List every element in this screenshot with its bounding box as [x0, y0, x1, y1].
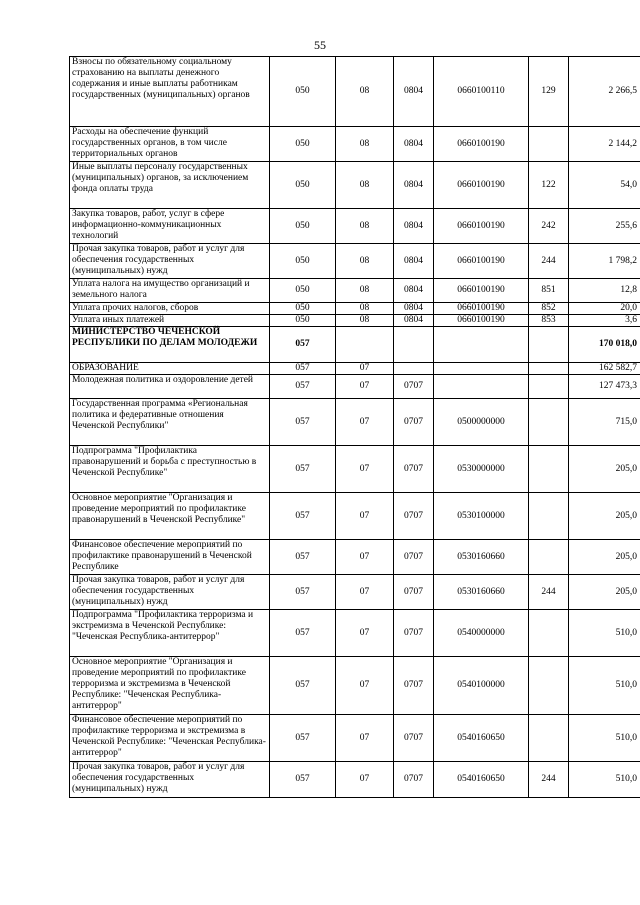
row-expense-type-code	[529, 327, 569, 363]
row-expense-type-code	[529, 446, 569, 493]
row-target-code	[434, 327, 529, 363]
row-amount: 2 266,5	[569, 57, 640, 127]
table-row	[70, 493, 640, 540]
row-amount: 2 144,2	[569, 127, 640, 162]
table-row	[70, 399, 640, 446]
row-subsection-code: 0804	[394, 162, 434, 209]
row-subsection-code: 0707	[394, 715, 434, 762]
row-name: Прочая закупка товаров, работ и услуг для обеспечения государственных (муниципальных) нужд	[70, 575, 270, 610]
row-ministry-code: 050	[270, 162, 336, 209]
row-subsection-code: 0707	[394, 493, 434, 540]
row-name: Уплата налога на имущество организаций и земельного налога	[70, 279, 270, 303]
row-amount: 12,8	[569, 279, 640, 303]
row-amount: 510,0	[569, 657, 640, 715]
row-section-code: 08	[336, 209, 394, 244]
table-row	[70, 540, 640, 575]
row-ministry-code: 057	[270, 399, 336, 446]
row-target-code: 0660100110	[434, 57, 529, 127]
row-ministry-code: 057	[270, 762, 336, 798]
row-expense-type-code	[529, 715, 569, 762]
row-expense-type-code	[529, 127, 569, 162]
row-ministry-code: 057	[270, 375, 336, 399]
row-section-code: 08	[336, 127, 394, 162]
row-name: Государственная программа «Региональная политика и федеративные отношения Чеченской Республики"	[70, 399, 270, 446]
row-expense-type-code	[529, 375, 569, 399]
row-target-code: 0540000000	[434, 610, 529, 657]
row-target-code: 0540160650	[434, 715, 529, 762]
row-subsection-code: 0707	[394, 762, 434, 798]
table-row	[70, 315, 640, 327]
row-amount: 3,6	[569, 315, 640, 327]
row-subsection-code: 0707	[394, 399, 434, 446]
row-subsection-code: 0707	[394, 657, 434, 715]
table-row	[70, 657, 640, 715]
row-section-code: 08	[336, 57, 394, 127]
row-expense-type-code: 853	[529, 315, 569, 327]
table-row	[70, 762, 640, 798]
row-subsection-code: 0707	[394, 446, 434, 493]
row-expense-type-code	[529, 363, 569, 375]
row-ministry-code: 050	[270, 127, 336, 162]
row-section-code: 08	[336, 244, 394, 279]
row-section-code: 07	[336, 446, 394, 493]
row-subsection-code: 0707	[394, 375, 434, 399]
row-amount: 510,0	[569, 715, 640, 762]
row-section-code: 07	[336, 575, 394, 610]
row-name: Основное мероприятие "Организация и проведение мероприятий по профилактике правонарушений в Чеченской Республике"	[70, 493, 270, 540]
table-row	[70, 363, 640, 375]
row-section-code: 07	[336, 657, 394, 715]
row-amount: 127 473,3	[569, 375, 640, 399]
table-row	[70, 57, 640, 127]
row-target-code: 0540160650	[434, 762, 529, 798]
row-target-code	[434, 363, 529, 375]
row-amount: 162 582,7	[569, 363, 640, 375]
row-name: Уплата иных платежей	[70, 315, 270, 327]
row-name: Закупка товаров, работ, услуг в сфере информационно-коммуникационных технологий	[70, 209, 270, 244]
row-section-code: 07	[336, 375, 394, 399]
row-subsection-code: 0707	[394, 540, 434, 575]
row-expense-type-code: 244	[529, 575, 569, 610]
row-target-code: 0530000000	[434, 446, 529, 493]
row-subsection-code: 0804	[394, 303, 434, 315]
row-target-code: 0660100190	[434, 279, 529, 303]
row-target-code: 0530160660	[434, 540, 529, 575]
row-name: Иные выплаты персоналу государственных (муниципальных) органов, за исключением фонда оплаты труда	[70, 162, 270, 209]
table-row	[70, 446, 640, 493]
row-ministry-code: 050	[270, 315, 336, 327]
row-expense-type-code: 244	[529, 244, 569, 279]
row-target-code	[434, 375, 529, 399]
row-ministry-code: 050	[270, 57, 336, 127]
table-row	[70, 575, 640, 610]
row-name: Основное мероприятие "Организация и проведение мероприятий по профилактике терроризма и экстремизма в Чеченской Республике: "Чеченская Республика-антитеррор"	[70, 657, 270, 715]
row-target-code: 0660100190	[434, 127, 529, 162]
row-expense-type-code: 851	[529, 279, 569, 303]
row-expense-type-code	[529, 399, 569, 446]
table-row	[70, 375, 640, 399]
row-subsection-code: 0804	[394, 209, 434, 244]
row-expense-type-code: 244	[529, 762, 569, 798]
row-target-code: 0660100190	[434, 209, 529, 244]
row-amount: 205,0	[569, 446, 640, 493]
row-ministry-code: 057	[270, 446, 336, 493]
row-section-code: 08	[336, 315, 394, 327]
row-amount: 205,0	[569, 575, 640, 610]
row-expense-type-code	[529, 493, 569, 540]
row-target-code: 0660100190	[434, 244, 529, 279]
row-subsection-code	[394, 327, 434, 363]
table-row	[70, 303, 640, 315]
row-section-code: 07	[336, 715, 394, 762]
row-target-code: 0660100190	[434, 315, 529, 327]
row-expense-type-code: 129	[529, 57, 569, 127]
row-name: Уплата прочих налогов, сборов	[70, 303, 270, 315]
row-amount: 255,6	[569, 209, 640, 244]
row-target-code: 0500000000	[434, 399, 529, 446]
row-target-code: 0660100190	[434, 303, 529, 315]
budget-table	[69, 56, 640, 798]
row-expense-type-code: 122	[529, 162, 569, 209]
table-body	[70, 57, 640, 798]
row-section-code: 07	[336, 610, 394, 657]
table-row	[70, 244, 640, 279]
row-ministry-code: 050	[270, 244, 336, 279]
row-section-code: 08	[336, 279, 394, 303]
row-ministry-code: 057	[270, 540, 336, 575]
row-ministry-code: 057	[270, 575, 336, 610]
row-subsection-code: 0707	[394, 575, 434, 610]
row-name: МИНИСТЕРСТВО ЧЕЧЕНСКОЙ РЕСПУБЛИКИ ПО ДЕЛАМ МОЛОДЕЖИ	[70, 327, 270, 363]
table-row	[70, 162, 640, 209]
row-ministry-code: 057	[270, 327, 336, 363]
row-name: Взносы по обязательному социальному страхованию на выплаты денежного содержания и иные выплаты работникам государственных (муниципальных) органов	[70, 57, 270, 127]
row-name: Финансовое обеспечение мероприятий по профилактике правонарушений в Чеченской Республике	[70, 540, 270, 575]
row-subsection-code: 0804	[394, 244, 434, 279]
row-ministry-code: 050	[270, 303, 336, 315]
row-subsection-code: 0804	[394, 279, 434, 303]
row-section-code: 07	[336, 399, 394, 446]
row-ministry-code: 050	[270, 209, 336, 244]
row-amount: 205,0	[569, 493, 640, 540]
row-amount: 205,0	[569, 540, 640, 575]
table-row	[70, 279, 640, 303]
row-subsection-code: 0804	[394, 127, 434, 162]
row-subsection-code: 0804	[394, 315, 434, 327]
row-name: Подпрограмма "Профилактика терроризма и экстремизма в Чеченской Республике: "Чеченская Республика-антитеррор"	[70, 610, 270, 657]
row-name: Финансовое обеспечение мероприятий по профилактике терроризма и экстремизма в Чеченской Республике: "Чеченская Республика-антитеррор"	[70, 715, 270, 762]
table-row	[70, 715, 640, 762]
row-expense-type-code: 852	[529, 303, 569, 315]
row-target-code: 0530160660	[434, 575, 529, 610]
table-row	[70, 327, 640, 363]
row-target-code: 0530100000	[434, 493, 529, 540]
row-amount: 54,0	[569, 162, 640, 209]
table-row	[70, 610, 640, 657]
row-expense-type-code	[529, 610, 569, 657]
row-name: Молодежная политика и оздоровление детей	[70, 375, 270, 399]
row-name: Подпрограмма "Профилактика правонарушений и борьба с преступностью в Чеченской Республике"	[70, 446, 270, 493]
row-target-code: 0540100000	[434, 657, 529, 715]
row-subsection-code: 0707	[394, 610, 434, 657]
row-amount: 170 018,0	[569, 327, 640, 363]
row-name: ОБРАЗОВАНИЕ	[70, 363, 270, 375]
row-subsection-code: 0804	[394, 57, 434, 127]
row-section-code: 07	[336, 493, 394, 540]
row-ministry-code: 057	[270, 493, 336, 540]
row-amount: 1 798,2	[569, 244, 640, 279]
row-expense-type-code: 242	[529, 209, 569, 244]
row-ministry-code: 057	[270, 363, 336, 375]
row-ministry-code: 057	[270, 715, 336, 762]
row-expense-type-code	[529, 657, 569, 715]
row-name: Прочая закупка товаров, работ и услуг для обеспечения государственных (муниципальных) нужд	[70, 762, 270, 798]
row-section-code: 07	[336, 363, 394, 375]
row-amount: 20,0	[569, 303, 640, 315]
row-section-code	[336, 327, 394, 363]
row-amount: 510,0	[569, 762, 640, 798]
row-amount: 510,0	[569, 610, 640, 657]
row-section-code: 08	[336, 303, 394, 315]
row-ministry-code: 057	[270, 610, 336, 657]
row-section-code: 08	[336, 162, 394, 209]
row-target-code: 0660100190	[434, 162, 529, 209]
row-ministry-code: 050	[270, 279, 336, 303]
row-section-code: 07	[336, 540, 394, 575]
table-row	[70, 127, 640, 162]
row-section-code: 07	[336, 762, 394, 798]
row-expense-type-code	[529, 540, 569, 575]
row-name: Прочая закупка товаров, работ и услуг для обеспечения государственных (муниципальных) нужд	[70, 244, 270, 279]
row-name: Расходы на обеспечение функций государственных органов, в том числе территориальных органов	[70, 127, 270, 162]
row-ministry-code: 057	[270, 657, 336, 715]
table-row	[70, 209, 640, 244]
row-subsection-code	[394, 363, 434, 375]
page-number: 55	[314, 38, 326, 52]
row-amount: 715,0	[569, 399, 640, 446]
